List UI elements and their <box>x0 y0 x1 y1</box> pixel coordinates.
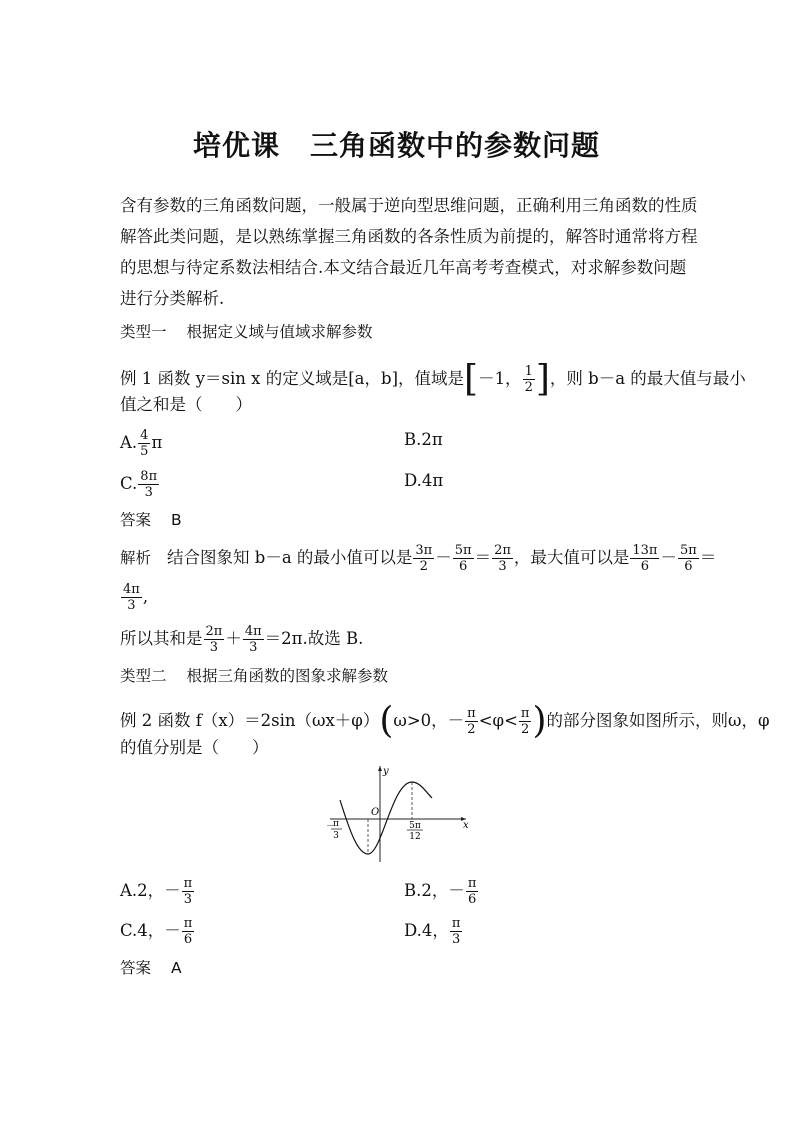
example1-solution: 解析 结合图象知 b－a 的最小值可以是 $\frac{3\pi}{2}$ － $\frac{5\pi}{6}$ ＝ $\frac{2\pi}{3}$ ，最大值可以是 $\frac{13\pi}{6}$ － $\frac{5\pi}{6}$ ＝ <box>120 543 717 574</box>
type1-heading: 类型一 根据定义域与值域求解参数 <box>120 323 373 341</box>
left-tick-den: 3 <box>333 831 339 841</box>
right-tick-den: 12 <box>409 832 421 842</box>
example2-option-b: B.2，－ $\frac{\pi}{6}$ <box>404 876 477 907</box>
y-axis-label: y <box>383 766 389 777</box>
intro-line-3: 的思想与待定系数法相结合.本文结合最近几年高考考查模式，对求解参数问题 <box>120 258 687 277</box>
intro-line-1: 含有参数的三角函数问题，一般属于逆向型思维问题，正确利用三角函数的性质 <box>120 196 698 215</box>
example1-question-line2: 值之和是（ ） <box>120 395 252 414</box>
intro-line-2: 解答此类问题，是以熟练掌握三角函数的各条性质为前提的，解答时通常将方程 <box>120 227 698 246</box>
example2-question: 例 2 函数 f（x）＝2sin（ωx＋φ）(ω>0，－ $\frac{\pi}{2}$ <φ< $\frac{\pi}{2}$ )的部分图象如图所示，则ω，φ <box>120 700 770 742</box>
intro-line-4: 进行分类解析. <box>120 289 225 308</box>
right-tick-num: 5π <box>409 821 421 831</box>
example1-option-a: A. $\frac{4}{5}$ π <box>120 428 163 459</box>
type2-heading: 类型二 根据三角函数的图象求解参数 <box>120 667 389 685</box>
origin-label: O <box>371 807 380 818</box>
example1-solution-cont: $\frac{4\pi}{3}$ , <box>123 582 149 613</box>
example1-question: 例 1 函数 y＝sin x 的定义域是[a，b]，值域是[－1， $\frac{1}{2}$ ]，则 b－a 的最大值与最小 <box>120 358 746 400</box>
example2-option-d: D.4， $\frac{\pi}{3}$ <box>404 916 461 947</box>
left-tick-sign: － <box>326 822 336 832</box>
example2-answer: 答案 A <box>120 959 182 977</box>
example2-question-line2: 的值分别是（ ） <box>120 738 269 757</box>
left-tick-num: π <box>333 819 339 829</box>
title-left: 培优课 <box>192 129 280 162</box>
example1-option-b: B.2π <box>404 430 443 449</box>
title-right: 三角函数中的参数问题 <box>310 129 601 162</box>
x-axis-label: x <box>463 820 469 831</box>
example2-option-c: C.4，－ $\frac{\pi}{6}$ <box>120 916 193 947</box>
page-title <box>0 124 793 164</box>
y-axis-arrow-icon <box>378 766 382 771</box>
example1-answer: 答案 B <box>120 511 182 529</box>
example1-sum: 所以其和是 $\frac{2\pi}{3}$ ＋ $\frac{4\pi}{3}$ ＝2π.故选 B. <box>120 624 364 655</box>
sine-curve <box>340 782 432 854</box>
example2-option-a: A.2，－ $\frac{\pi}{3}$ <box>120 876 193 907</box>
example1-option-c: C. $\frac{8\pi}{3}$ <box>120 469 158 500</box>
sine-graph <box>322 762 472 866</box>
example1-option-d: D.4π <box>404 471 444 490</box>
